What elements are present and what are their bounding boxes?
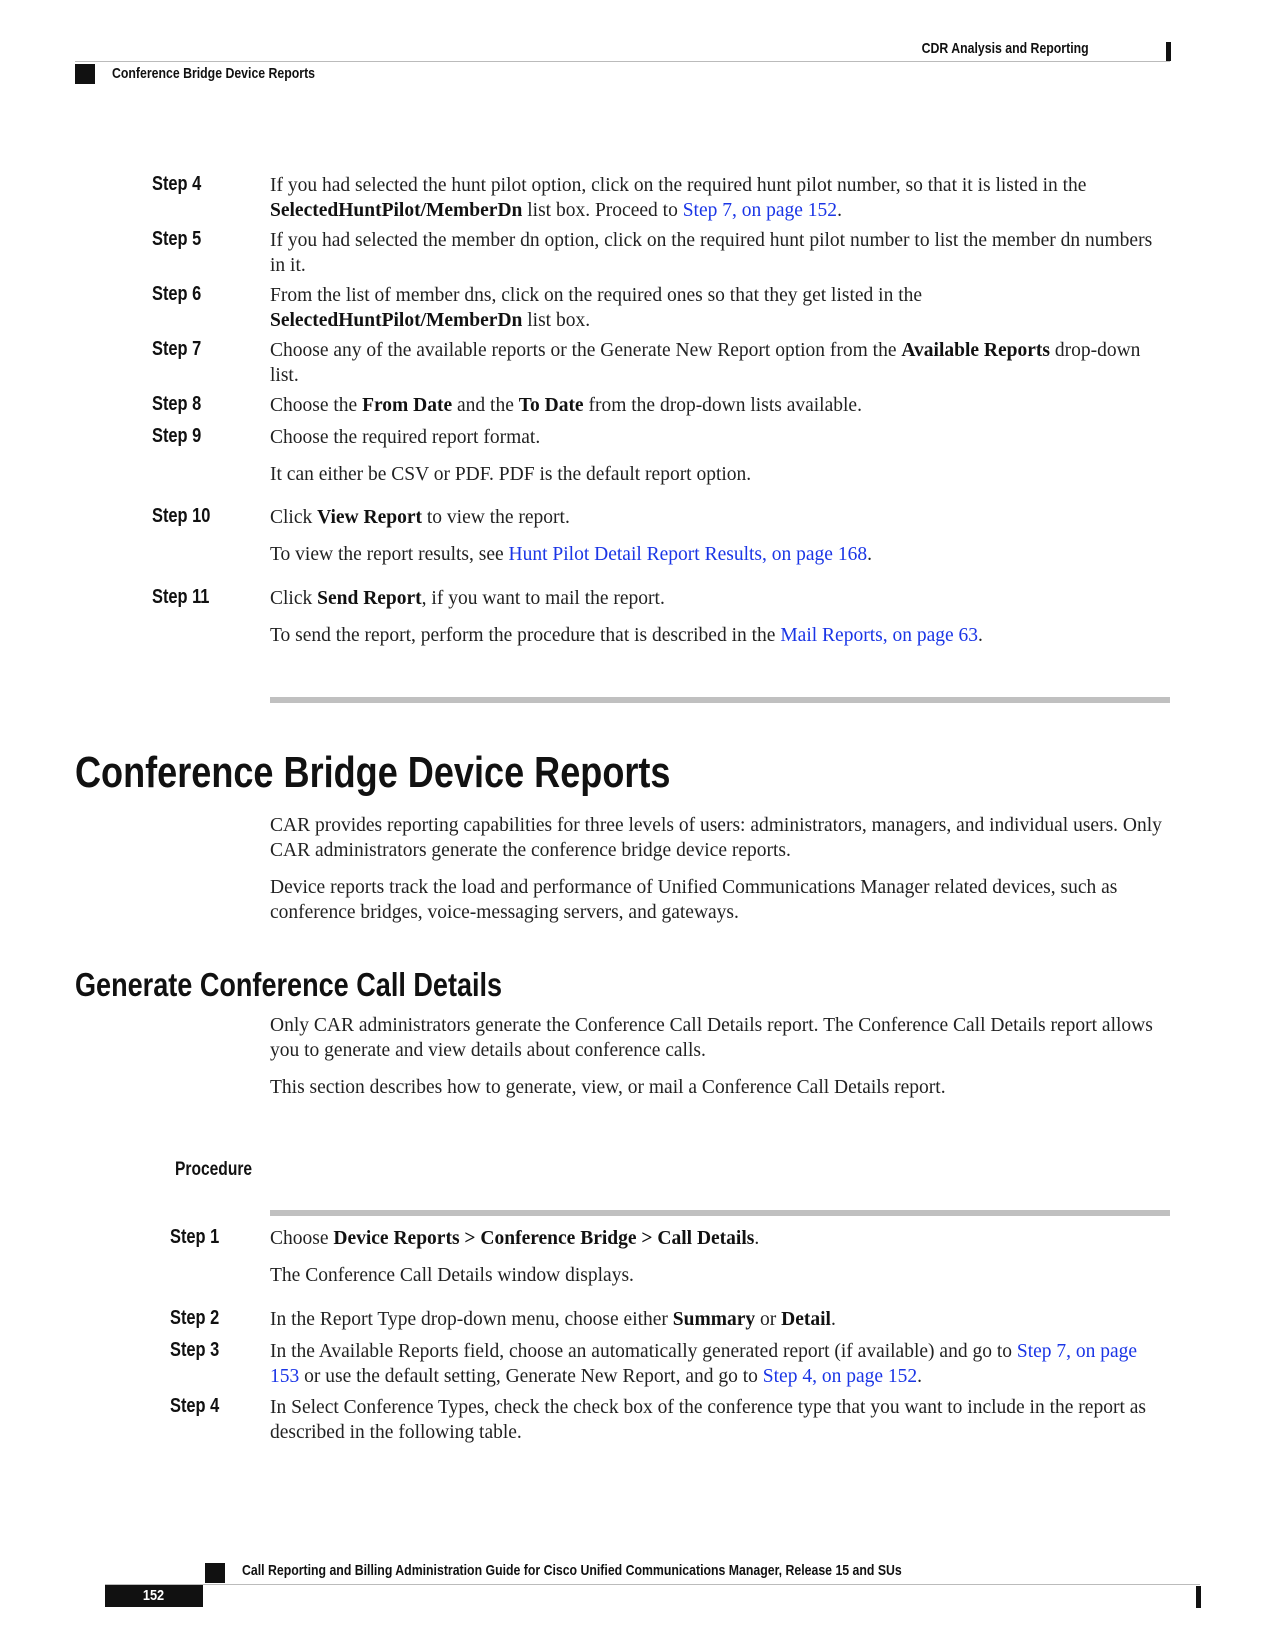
footer-divider xyxy=(105,1584,1200,1585)
step-note: To send the report, perform the procedure that is described in the Mail Reports, on page 63. xyxy=(270,625,983,646)
section-paragraph: Only CAR administrators generate the Conference Call Details report. The Conference Call Details report allows you to generate and view details about conference calls. xyxy=(270,1015,1153,1061)
step-7-link[interactable]: Step 7, on page 152 xyxy=(682,200,838,221)
step-label: Step 4 xyxy=(170,1395,220,1417)
step-text: Choose the From Date and the To Date from the drop-down lists available. xyxy=(270,395,862,416)
step-7-page-153-link[interactable]: Step 7, on page 153 xyxy=(270,1341,1138,1387)
procedure-heading: Procedure xyxy=(175,1159,253,1180)
header-bar-decoration xyxy=(1166,42,1171,61)
step-text: Click View Report to view the report. xyxy=(270,507,570,528)
running-header-section: Conference Bridge Device Reports xyxy=(112,65,316,82)
step-label: Step 11 xyxy=(152,586,210,608)
step-text: Choose any of the available reports or the Generate New Report option from the Available Reports drop-down list. xyxy=(270,340,1141,386)
procedure-end-rule xyxy=(270,697,1170,703)
step-text: Choose Device Reports > Conference Bridge > Call Details. xyxy=(270,1228,760,1249)
section-paragraph: This section describes how to generate, view, or mail a Conference Call Details report. xyxy=(270,1077,946,1098)
step-note: It can either be CSV or PDF. PDF is the default report option. xyxy=(270,464,752,485)
hunt-pilot-results-link[interactable]: Hunt Pilot Detail Report Results, on page 168 xyxy=(508,544,868,565)
subsection-title: Generate Conference Call Details xyxy=(75,966,503,1003)
step-label: Step 3 xyxy=(170,1339,220,1361)
header-divider xyxy=(75,61,1170,62)
step-label: Step 10 xyxy=(152,505,211,527)
step-text: In Select Conference Types, check the check box of the conference type that you want to include in the report as described in the following table. xyxy=(270,1397,1146,1443)
step-text: If you had selected the member dn option, click on the required hunt pilot number to list the member dn numbers in it. xyxy=(270,230,1153,276)
step-label: Step 7 xyxy=(152,338,202,360)
mail-reports-link[interactable]: Mail Reports, on page 63 xyxy=(780,625,979,646)
section-paragraph: CAR provides reporting capabilities for three levels of users: administrators, managers, and individual users. Only CAR administrators generate the conference bridge device reports. xyxy=(270,815,1162,861)
step-text: In the Report Type drop-down menu, choose either Summary or Detail. xyxy=(270,1309,836,1330)
step-label: Step 1 xyxy=(170,1226,220,1248)
footer-square-decoration xyxy=(205,1563,225,1583)
procedure-start-rule xyxy=(270,1210,1170,1216)
step-label: Step 2 xyxy=(170,1307,220,1329)
running-header-chapter: CDR Analysis and Reporting xyxy=(922,40,1089,57)
footer-book-title: Call Reporting and Billing Administration Guide for Cisco Unified Communications Manager, Release 15 and SUs xyxy=(242,1562,902,1579)
header-square-decoration xyxy=(75,64,95,84)
step-label: Step 5 xyxy=(152,228,202,250)
step-label: Step 4 xyxy=(152,173,202,195)
step-label: Step 6 xyxy=(152,283,202,305)
step-text: If you had selected the hunt pilot option, click on the required hunt pilot number, so that it is listed in the SelectedHuntPilot/MemberDn list box. Proceed to Step 7, on page 152. xyxy=(270,175,1087,221)
step-text: Choose the required report format. xyxy=(270,427,541,448)
step-4-page-152-link[interactable]: Step 4, on page 152 xyxy=(762,1366,918,1387)
step-text: Click Send Report, if you want to mail the report. xyxy=(270,588,665,609)
page-number: 152 xyxy=(105,1585,203,1607)
step-label: Step 9 xyxy=(152,425,202,447)
section-paragraph: Device reports track the load and performance of Unified Communications Manager related devices, such as conference bridges, voice-messaging servers, and gateways. xyxy=(270,877,1118,923)
step-note: The Conference Call Details window displays. xyxy=(270,1265,634,1286)
step-text: From the list of member dns, click on the required ones so that they get listed in the SelectedHuntPilot/MemberDn list box. xyxy=(270,285,923,331)
section-title: Conference Bridge Device Reports xyxy=(75,748,671,797)
step-label: Step 8 xyxy=(152,393,202,415)
step-note: To view the report results, see Hunt Pilot Detail Report Results, on page 168. xyxy=(270,544,872,565)
step-text: In the Available Reports field, choose an automatically generated report (if available) and go to Step 7, on page 153 or use the default setting, Generate New Report, and go to Step 4, on page 152. xyxy=(270,1341,1138,1387)
footer-bar-decoration xyxy=(1196,1586,1201,1608)
